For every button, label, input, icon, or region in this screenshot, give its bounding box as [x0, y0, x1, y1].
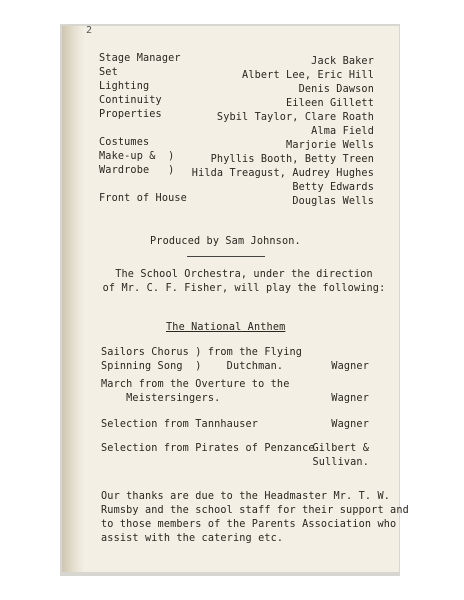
piece-4-composer-2: Sullivan. [312, 457, 369, 468]
role-stage-manager: Stage Manager [99, 53, 181, 64]
page-binding [62, 26, 84, 572]
role-set: Set [99, 67, 118, 78]
orchestra-line-2: of Mr. C. F. Fisher, will play the following: [102, 283, 386, 294]
role-wardrobe: Wardrobe ) [99, 165, 175, 176]
name-wardrobe-1: Hilda Treagust, Audrey Hughes [191, 168, 374, 179]
name-properties-2: Alma Field [311, 126, 374, 137]
role-front-of-house: Front of House [99, 193, 187, 204]
name-properties-1: Sybil Taylor, Clare Roath [216, 112, 374, 123]
piece-2-line-2: Meistersingers. [101, 393, 221, 404]
piece-4-line-1: Selection from Pirates of Penzance [101, 443, 315, 454]
page-mark: 2 [86, 25, 93, 36]
role-lighting: Lighting [99, 81, 150, 92]
name-set: Albert Lee, Eric Hill [242, 70, 374, 81]
role-costumes: Costumes [99, 137, 150, 148]
piece-3-line-1: Selection from Tannhauser [101, 419, 259, 430]
piece-1-line-2: Spinning Song ) Dutchman. [101, 361, 284, 372]
producer-line: Produced by Sam Johnson. [150, 236, 301, 247]
name-wardrobe-2: Betty Edwards [292, 182, 374, 193]
piece-4-composer-1: Gilbert & [312, 443, 369, 454]
divider-rule [187, 256, 265, 257]
thanks-line-1: Our thanks are due to the Headmaster Mr. T. W. [101, 491, 391, 502]
anthem-title: The National Anthem [166, 322, 286, 333]
piece-2-line-1: March from the Overture to the [101, 379, 290, 390]
orchestra-line-1: The School Orchestra, under the direction [115, 269, 373, 280]
piece-2-composer: Wagner [331, 393, 369, 404]
name-stage-manager: Jack Baker [311, 56, 374, 67]
name-lighting: Denis Dawson [298, 84, 374, 95]
name-costumes: Marjorie Wells [286, 140, 374, 151]
role-continuity: Continuity [99, 95, 162, 106]
piece-3-composer: Wagner [331, 419, 369, 430]
role-make-up: Make-up & ) [99, 151, 175, 162]
name-continuity: Eileen Gillett [286, 98, 374, 109]
thanks-line-3: to those members of the Parents Association who [101, 519, 397, 530]
thanks-line-2: Rumsby and the school staff for their support and [101, 505, 409, 516]
name-front-of-house: Douglas Wells [292, 196, 374, 207]
name-make-up: Phyllis Booth, Betty Treen [210, 154, 374, 165]
piece-1-composer: Wagner [331, 361, 369, 372]
thanks-line-4: assist with the catering etc. [101, 533, 284, 544]
role-properties: Properties [99, 109, 162, 120]
piece-1-line-1: Sailors Chorus ) from the Flying [101, 347, 303, 358]
